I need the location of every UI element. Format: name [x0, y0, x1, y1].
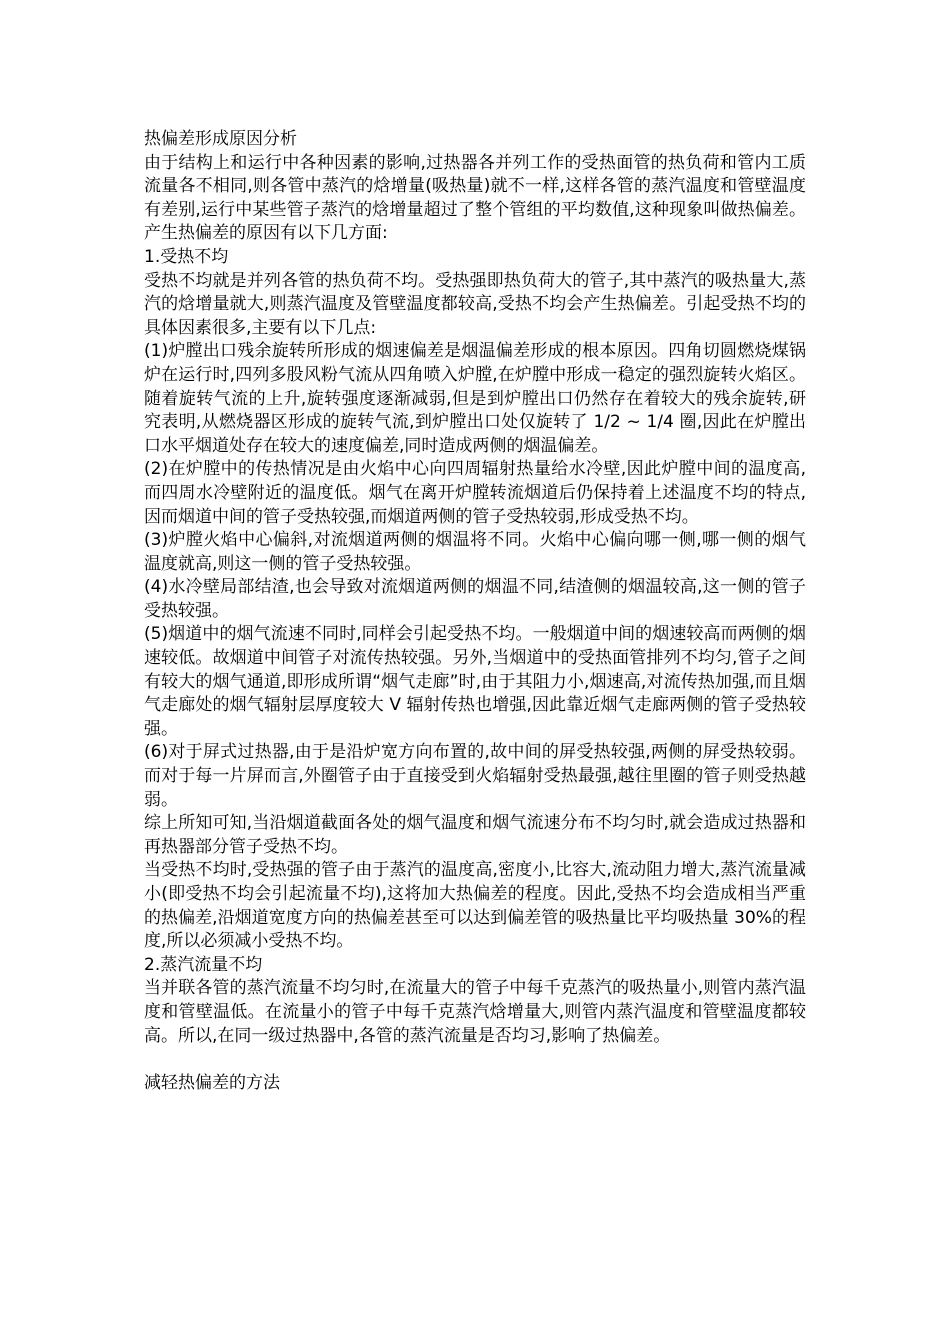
next-section-title: 减轻热偏差的方法	[144, 1072, 280, 1093]
paragraph: (5)烟道中的烟气流速不同时,同样会引起受热不均。一般烟道中间的烟速较高而两侧的烟速较低。故烟道中间管子对流传热较强。另外,当烟道中的受热面管排列不均匀,管子之间有较大的烟气通道,即形成所谓“烟气走廊”时,由于其阻力小,烟速高,对流传热加强,而且烟气走廊处的烟气辐射层厚度较大 V 辐射传热也增强,因此靠近烟气走廊两侧的管子受热较强。	[144, 624, 806, 739]
paragraph: 综上所知可知,当沿烟道截面各处的烟气温度和烟气流速分布不均匀时,就会造成过热器和再热器部分管子受热不均。	[144, 813, 806, 857]
paragraph: (6)对于屏式过热器,由于是沿炉宽方向布置的,故中间的屏受热较强,两侧的屏受热较弱。而对于每一片屏而言,外圈管子由于直接受到火焰辐射受热最强,越往里圈的管子则受热越弱。	[144, 742, 806, 810]
paragraph: (2)在炉膛中的传热情况是由火焰中心向四周辐射热量给水冷壁,因此炉膛中间的温度高,而四周水冷壁附近的温度低。烟气在离开炉膛转流烟道后仍保持着上述温度不均的特点,因而烟道中间的管子受热较强,而烟道两侧的管子受热较弱,形成受热不均。	[144, 459, 806, 527]
paragraph: (4)水冷壁局部结渣,也会导致对流烟道两侧的烟温不同,结渣侧的烟温较高,这一侧的管子受热较强。	[144, 577, 806, 621]
document-page	[144, 128, 806, 1095]
paragraph: (1)炉膛出口残余旋转所形成的烟速偏差是烟温偏差形成的根本原因。四角切圆燃烧煤锅炉在运行时,四列多股风粉气流从四角喷入炉膛,在炉膛中形成一稳定的强烈旋转火焰区。随着旋转气流的上升,旋转强度逐渐减弱,但是到炉膛出口仍然存在着较大的残余旋转,研究表明,从燃烧器区形成的旋转气流,到炉膛出口处仅旋转了 1/2 ~ 1/4 圈,因此在炉膛出口水平烟道处存在较大的速度偏差,同时造成两侧的烟温偏差。	[144, 341, 806, 456]
intro-paragraph: 由于结构上和运行中各种因素的影响,过热器各并列工作的受热面管的热负荷和管内工质流量各不相同,则各管中蒸汽的焓增量(吸热量)就不一样,这样各管的蒸汽温度和管壁温度有差别,运行中某些管子蒸汽的焓增量超过了整个管组的平均数值,这种现象叫做热偏差。产生热偏差的原因有以下几方面:	[144, 152, 806, 244]
paragraph: 当并联各管的蒸汽流量不均匀时,在流量大的管子中每千克蒸汽的吸热量小,则管内蒸汽温度和管壁温低。在流量小的管子中每千克蒸汽焓增量大,则管内蒸汽温度和管壁温度都较高。所以,在同一级过热器中,各管的蒸汽流量是否均习,影响了热偏差。	[144, 978, 806, 1046]
section-heading-uneven-flow: 2.蒸汽流量不均	[144, 954, 263, 975]
paragraph: 当受热不均时,受热强的管子由于蒸汽的温度高,密度小,比容大,流动阻力增大,蒸汽流量减小(即受热不均会引起流量不均),这将加大热偏差的程度。因此,受热不均会造成相当严重的热偏差,沿烟道宽度方向的热偏差甚至可以达到偏差管的吸热量比平均吸热量 30%的程度,所以必须减小受热不均。	[144, 860, 806, 952]
paragraph: (3)炉膛火焰中心偏斜,对流烟道两侧的烟温将不同。火焰中心偏向哪一侧,哪一侧的烟气温度就高,则这一侧的管子受热较强。	[144, 530, 806, 574]
section-heading-uneven-heating: 1.受热不均	[144, 246, 229, 267]
document-title: 热偏差形成原因分析	[144, 129, 297, 149]
paragraph: 受热不均就是并列各管的热负荷不均。受热强即热负荷大的管子,其中蒸汽的吸热量大,蒸汽的焓增量就大,则蒸汽温度及管壁温度都较高,受热不均会产生热偏差。引起受热不均的具体因素很多,主要有以下几点:	[144, 270, 806, 338]
blank-line	[144, 1048, 806, 1072]
